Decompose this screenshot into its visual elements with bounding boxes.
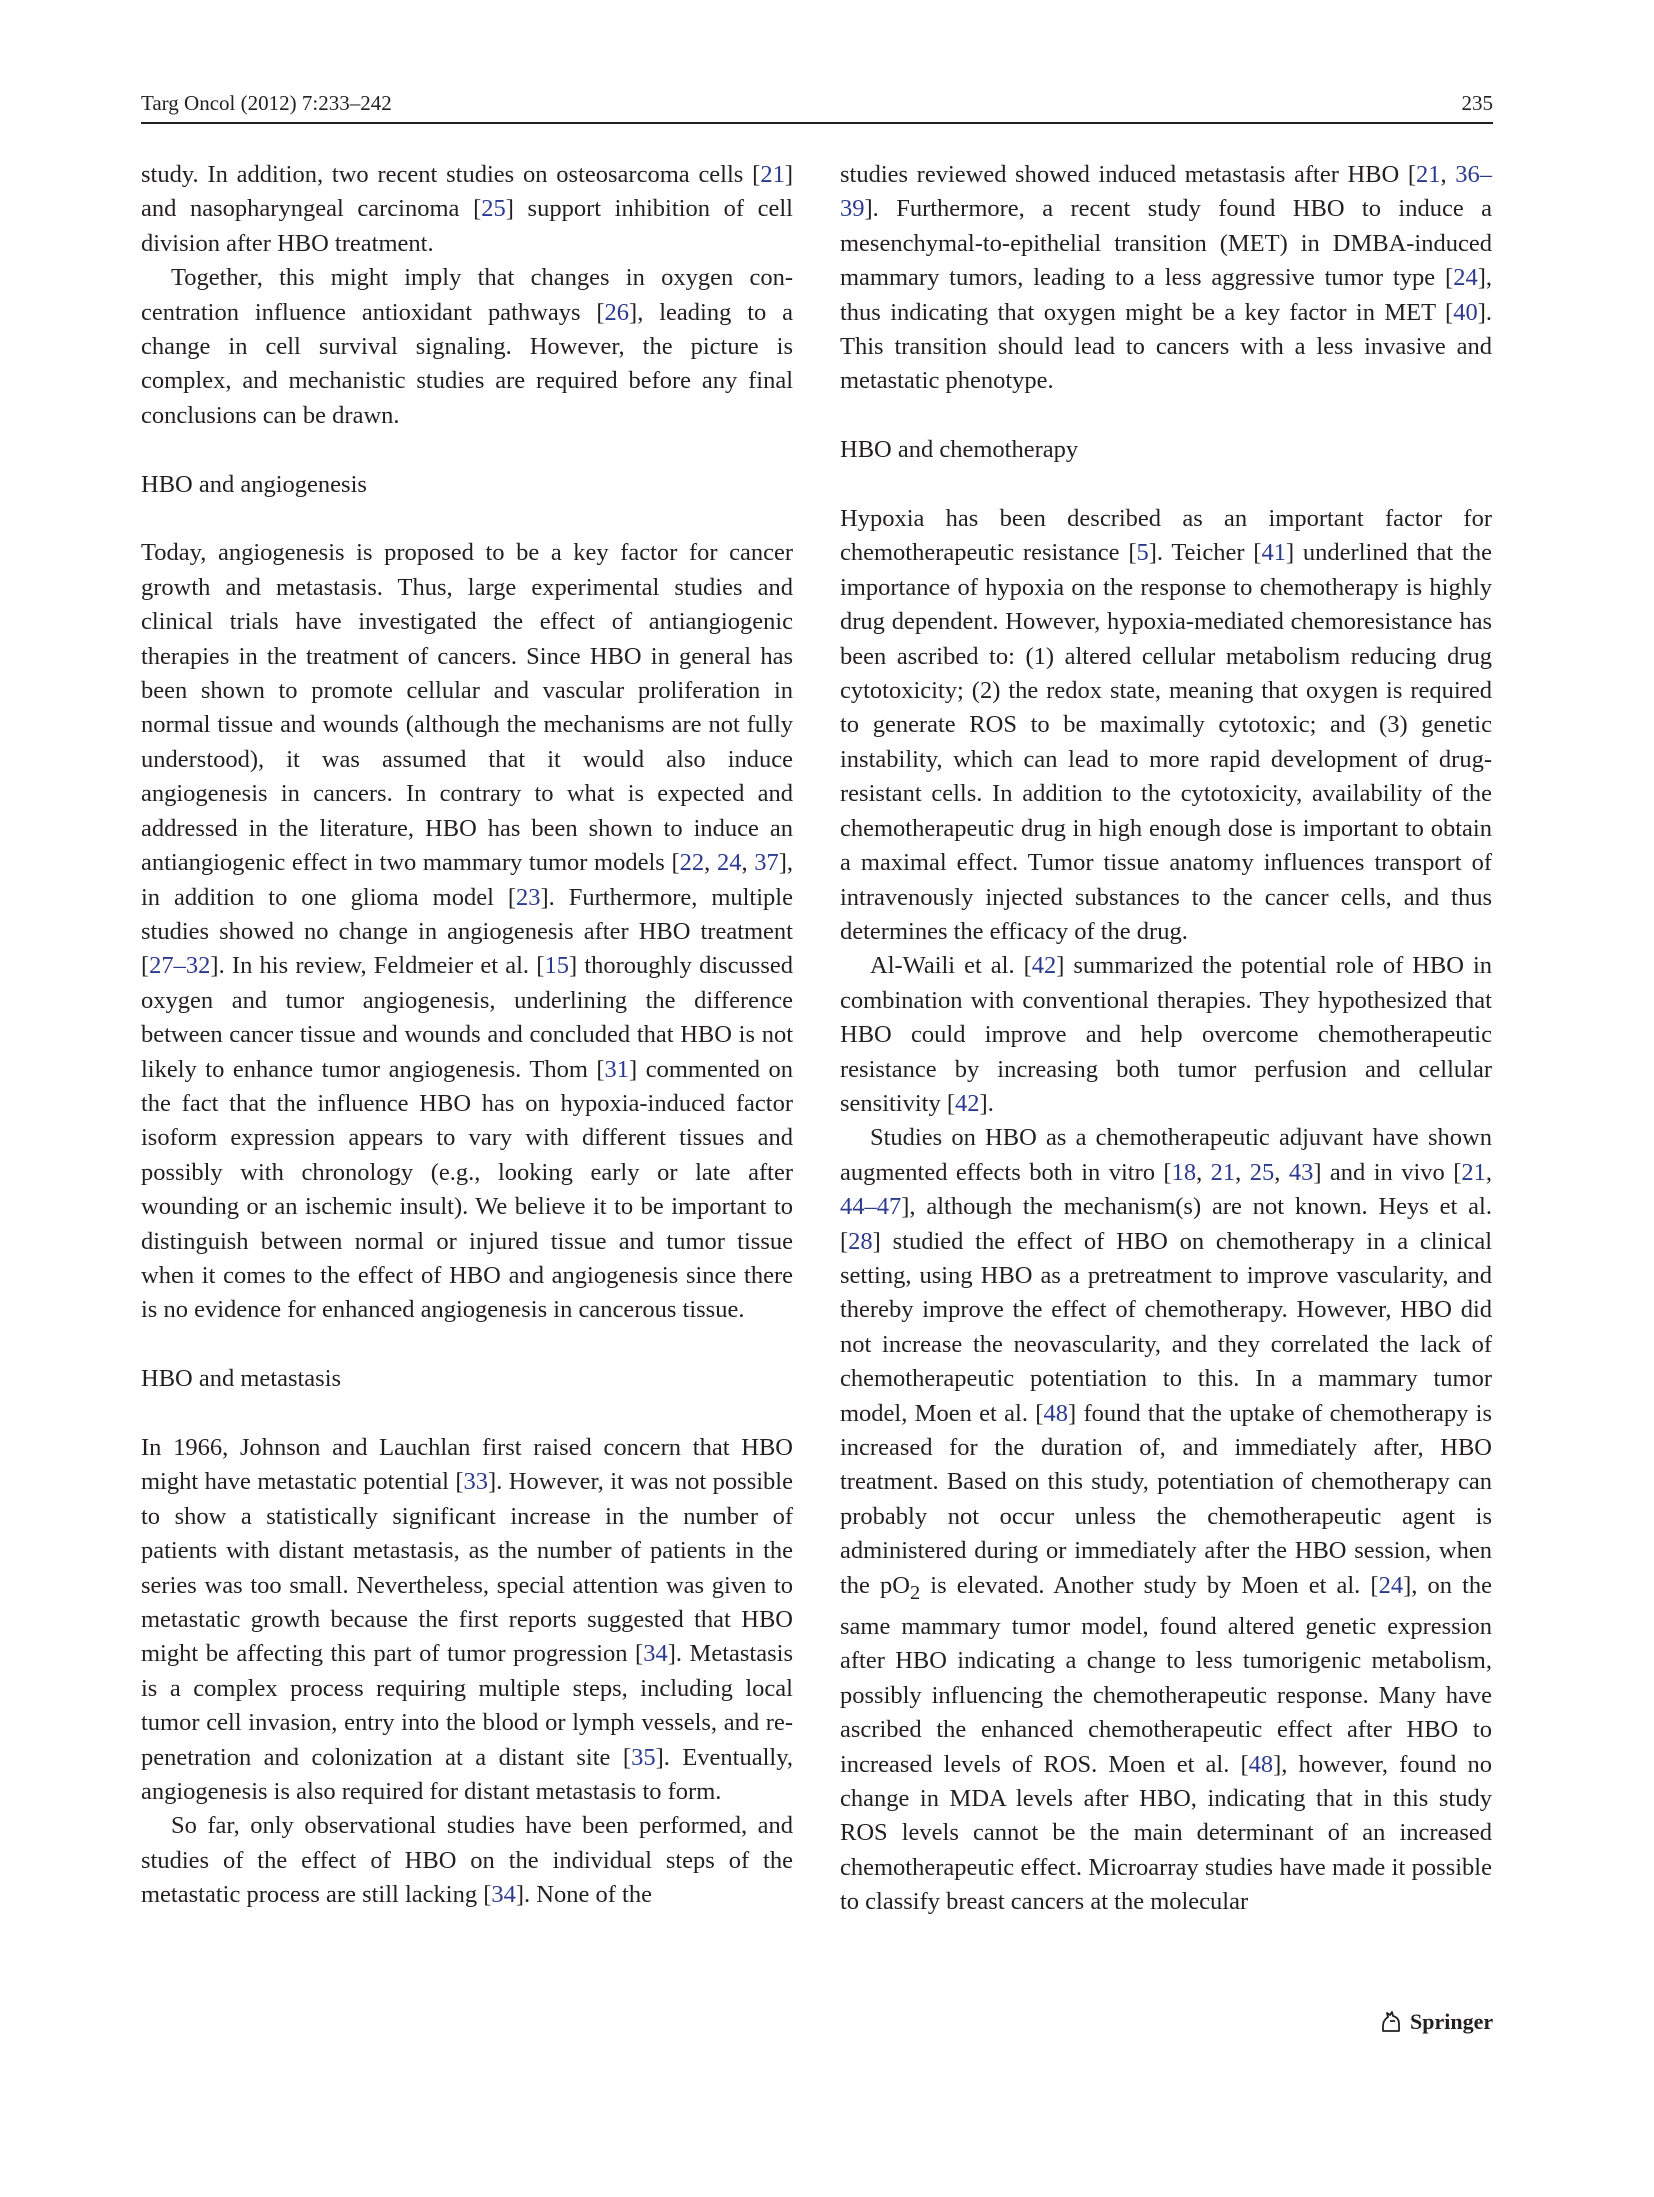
running-header xyxy=(141,88,1493,120)
citation-link[interactable]: 42 xyxy=(1031,952,1057,980)
text-run: [ xyxy=(483,1881,492,1909)
citation-link[interactable]: 24 xyxy=(1453,264,1478,292)
text-run: ]. xyxy=(979,1089,994,1117)
text-run: ], thus indicating that oxygen might be a key factor in MET xyxy=(840,264,1492,326)
text-run: ]. This transition should lead to cancers with a less invasive and metastatic phenotype. xyxy=(840,298,1492,395)
citation-link[interactable]: 22 xyxy=(679,849,705,877)
text-run: , xyxy=(741,849,755,877)
citation-link[interactable]: 42 xyxy=(955,1089,980,1117)
text-run: [ xyxy=(1035,1399,1044,1427)
text-run: ]. Eventually, angiogenesis is also required for distant metastasis to form. xyxy=(141,1743,794,1806)
citation-link[interactable]: 5 xyxy=(1136,539,1149,567)
citation-link[interactable]: 43 xyxy=(1288,1158,1314,1186)
citation-link[interactable]: 26 xyxy=(604,298,630,326)
text-run: ]. Furthermore, multiple studies showed no change in angiogenesis after HBO treatment xyxy=(141,883,793,945)
section-heading-angiogenesis: HBO and angiogenesis xyxy=(141,470,367,498)
citation-link[interactable]: 21 xyxy=(760,161,785,188)
text-run: is elevated. Another study by Moen et al. xyxy=(920,1571,1371,1599)
text-run-group xyxy=(840,1124,1492,1598)
paragraph xyxy=(141,261,793,433)
text-run: ]. None of the xyxy=(515,1881,652,1909)
citation-link[interactable]: 24 xyxy=(1378,1571,1404,1599)
paragraph xyxy=(141,1809,793,1912)
citation-link[interactable]: 37 xyxy=(754,849,779,877)
text-run: [ xyxy=(671,849,680,877)
publisher-name: Springer xyxy=(1410,2009,1494,2034)
text-run: [ xyxy=(752,161,761,188)
text-run: studies reviewed showed induced metastasis after HBO xyxy=(840,161,1408,188)
text-run: [ xyxy=(635,1640,644,1668)
page-number: 235 xyxy=(1461,91,1493,115)
citation-link[interactable]: 15 xyxy=(544,952,569,980)
text-run: [ xyxy=(1163,1158,1172,1186)
text-run: [ xyxy=(1453,1158,1462,1186)
text-run: ] underlined that the importance of hypoxia on the response to chemotherapy is highly drug dependent. However, hypoxia-mediated chemoresistance has been ascribed to: (1) altered cellular metabolism reducing drug cytotoxicity; (2) the redox state, meaning that oxygen is required to generate ROS to be maximally cytotoxic; and (3) genetic instability, which can lead to more rapid development of drug-resistant cells. In addition to the cytotoxicity, availability of the chemotherapeutic drug in high enough dose is important to obtain a maximal effect. Tumor tissue anatomy influences transport of intravenously injected substances to the cancer cells, and thus determines the efficacy of the drug. xyxy=(840,539,1492,945)
paragraph xyxy=(840,158,1492,399)
text-run: ] thoroughly discussed oxygen and tumor angiogenesis, underlining the difference between cancer tissue and wounds and concluded that HBO is not likely to enhance tumor angiogenesis. Thom xyxy=(141,952,793,1083)
text-run: Together, this might imply that changes in oxygen concentration influence antioxidant pathways xyxy=(141,264,793,326)
paragraph xyxy=(840,949,1492,1121)
section-heading-metastasis: HBO and metastasis xyxy=(141,1365,342,1393)
citation-link[interactable]: 48 xyxy=(1043,1399,1068,1427)
text-run: ]. Teicher xyxy=(1148,539,1254,567)
text-run: ] found that the uptake of chemotherapy is increased for the duration of, and immediately after, HBO treatment. Based on this study, potentiation of chemotherapy can probably not occur unless the chemotherapeutic agent is administered during or immediately after the HBO session, when the pO xyxy=(840,1399,1493,1599)
paragraph xyxy=(141,536,793,1327)
text-run: [ xyxy=(622,1743,632,1771)
text-run: study. In addition, two recent studies on osteosarcoma cells xyxy=(141,161,753,188)
text-run: , xyxy=(1196,1158,1211,1186)
text-run: ], in addition to one glioma model xyxy=(141,849,794,911)
journal-citation: Targ Oncol (2012) 7:233–242 xyxy=(141,91,392,115)
citation-link[interactable]: 35 xyxy=(631,1743,656,1771)
citation-link[interactable]: 25 xyxy=(1249,1158,1275,1186)
text-run: [ xyxy=(596,1055,605,1083)
text-run: , xyxy=(1485,1158,1493,1186)
citation-link[interactable]: 48 xyxy=(1248,1750,1274,1778)
text-run: Studies on HBO as a chemotherapeutic adjuvant have shown augmented effects both in vitro xyxy=(840,1124,1492,1186)
text-run: [ xyxy=(141,952,150,980)
text-run: [ xyxy=(1240,1750,1249,1778)
text-run: [ xyxy=(507,883,517,911)
text-run: ] and nasopharyngeal carcinoma xyxy=(141,161,793,223)
text-run: [ xyxy=(455,1468,464,1496)
text-run: [ xyxy=(840,1227,849,1255)
citation-link[interactable]: 41 xyxy=(1261,539,1286,567)
text-run: Al-Waili et al. xyxy=(870,952,1024,980)
citation-link[interactable]: 34 xyxy=(643,1640,668,1668)
text-run: [ xyxy=(1023,952,1032,980)
text-run: , xyxy=(1274,1158,1289,1186)
text-run-group xyxy=(840,1572,1492,1916)
text-run: [ xyxy=(1253,539,1262,567)
text-run: So far, only observational studies have been performed, and studies of the effect of HBO on the individual steps of the metastatic process are still lacking xyxy=(141,1812,793,1909)
text-run: ], however, found no change in MDA levels after HBO, indicating that in this study ROS levels cannot be the main determinant of an increased chemotherapeutic effect. Microarray studies have made it possible to classify breast cancers at the molecular xyxy=(840,1750,1492,1916)
citation-link[interactable]: 34 xyxy=(491,1881,516,1909)
text-run: ] summarized the potential role of HBO in combination with conventional therapies. They hypothesized that HBO could improve and help overcome chemotherapeutic resistance by increasing both tumor perfusion and cellular sensitivity xyxy=(840,952,1492,1117)
text-run: ] support inhibition of cell division after HBO treatment. xyxy=(141,195,793,257)
text-run: , xyxy=(1440,161,1456,188)
text-run: ], although the mechanism(s) are not known. Heys et al. xyxy=(901,1193,1492,1221)
citation-link[interactable]: 18 xyxy=(1171,1158,1197,1186)
header-rule xyxy=(141,122,1493,124)
text-run: [ xyxy=(946,1089,956,1117)
text-run: In 1966, Johnson and Lauchlan first raised concern that HBO might have metastatic potential xyxy=(141,1433,793,1496)
text-run: ], leading to a change in cell survival signaling. However, the picture is complex, and mechanistic studies are required before any final conclusions can be drawn. xyxy=(141,298,794,429)
paragraph xyxy=(840,502,1492,949)
citation-link[interactable]: 28 xyxy=(848,1227,873,1255)
citation-link[interactable]: 21 xyxy=(1416,161,1441,188)
text-run: , xyxy=(704,849,717,877)
citation-link[interactable]: 33 xyxy=(463,1468,489,1496)
text-run: [ xyxy=(1128,539,1137,567)
text-run: ]. Furthermore, a recent study found HBO to induce a mesenchymal-to-epithelial transition (MET) in DMBA-induced mammary tumors, leading to a less aggressive tumor type xyxy=(840,195,1492,292)
citation-link[interactable]: 44–47 xyxy=(840,1193,902,1221)
citation-link[interactable]: 24 xyxy=(716,849,742,877)
citation-link[interactable]: 25 xyxy=(481,195,506,223)
paragraph xyxy=(141,1431,793,1809)
text-run: ], on the same mammary tumor model, found altered genetic expression after HBO indicating a change to less tumorigenic metabolism, possibly influencing the chemotherapeutic response. Many have ascribed the enhanced chemotherapeutic effect after HBO to increased levels of ROS. Moen et al. xyxy=(840,1571,1493,1778)
text-run: , xyxy=(1235,1158,1250,1186)
citation-link[interactable]: 40 xyxy=(1453,298,1478,326)
citation-link[interactable]: 27–32 xyxy=(149,952,211,980)
text-run: [ xyxy=(536,952,545,980)
paragraph xyxy=(840,1121,1492,1919)
citation-link[interactable]: 31 xyxy=(604,1055,630,1083)
left-column xyxy=(141,158,793,1913)
text-run: [ xyxy=(473,195,482,223)
springer-horse-icon xyxy=(1378,2009,1404,2035)
text-run: [ xyxy=(1445,298,1454,326)
citation-link[interactable]: 21 xyxy=(1210,1158,1236,1186)
text-run: ] and in vivo xyxy=(1313,1158,1454,1186)
text-run: Today, angiogenesis is proposed to be a key factor for cancer growth and metastasis. Thus, large experimental studies and clinical trials have investigated the effect of antiangiogenic therapies in the treatment of cancers. Since HBO in general has been shown to promote cellular and vascular proliferation in normal tissue and wounds (although the mechanisms are not fully understood), it was assumed that it would also induce angiogenesis in cancers. In contrary to what is expected and addressed in the literature, HBO has been shown to induce an antiangiogenic effect in two mammary tumor models xyxy=(141,539,793,877)
citation-link[interactable]: 23 xyxy=(516,883,541,911)
text-run: ]. However, it was not possible to show a statistically significant increase in the number of patients with distant metastasis, as the number of patients in the series was too small. Nevertheless, special attention was given to metastatic growth because the first reports suggested that HBO might be affecting this part of tumor progression xyxy=(141,1468,793,1668)
text-run: [ xyxy=(1445,264,1454,292)
text-run: Hypoxia has been described as an important factor for chemotherapeutic resistance xyxy=(840,505,1492,567)
publisher-footer xyxy=(1378,2004,1494,2040)
text-run: [ xyxy=(596,298,605,326)
text-run: ]. Metastasis is a complex process requiring multiple steps, including local tumor cell invasion, entry into the blood or lymph vessels, and re-penetration and colonization at a distant site xyxy=(141,1640,793,1771)
subscript: 2 xyxy=(909,1581,921,1604)
text-run: ] commented on the fact that the influence HBO has on hypoxia-induced factor isoform expression appears to vary with different tissues and possibly with chronology (e.g., looking early or late after wounding or an ischemic insult). We believe it to be important to distinguish between normal or injured tissue and tumor tissue when it comes to the effect of HBO and angiogenesis since there is no evidence for enhanced angiogenesis in cancerous tissue. xyxy=(141,1055,793,1324)
citation-link[interactable]: 21 xyxy=(1461,1158,1486,1186)
text-run: ]. In his review, Feldmeier et al. xyxy=(210,952,537,980)
paragraph xyxy=(141,158,793,261)
text-run: ] studied the effect of HBO on chemotherapy in a clinical setting, using HBO as a pretreatment to improve vascularity, and thereby improve the effect of chemotherapy. However, HBO did not increase the neovascularity, and they correlated the lack of chemotherapeutic potentiation to this. In a mammary tumor model, Moen et al. xyxy=(840,1227,1492,1427)
citation-link[interactable]: 36–39 xyxy=(840,161,1493,223)
right-column xyxy=(840,158,1492,1920)
text-run: [ xyxy=(1370,1571,1379,1599)
section-heading-chemotherapy: HBO and chemotherapy xyxy=(840,436,1079,464)
text-run: [ xyxy=(1407,161,1417,188)
